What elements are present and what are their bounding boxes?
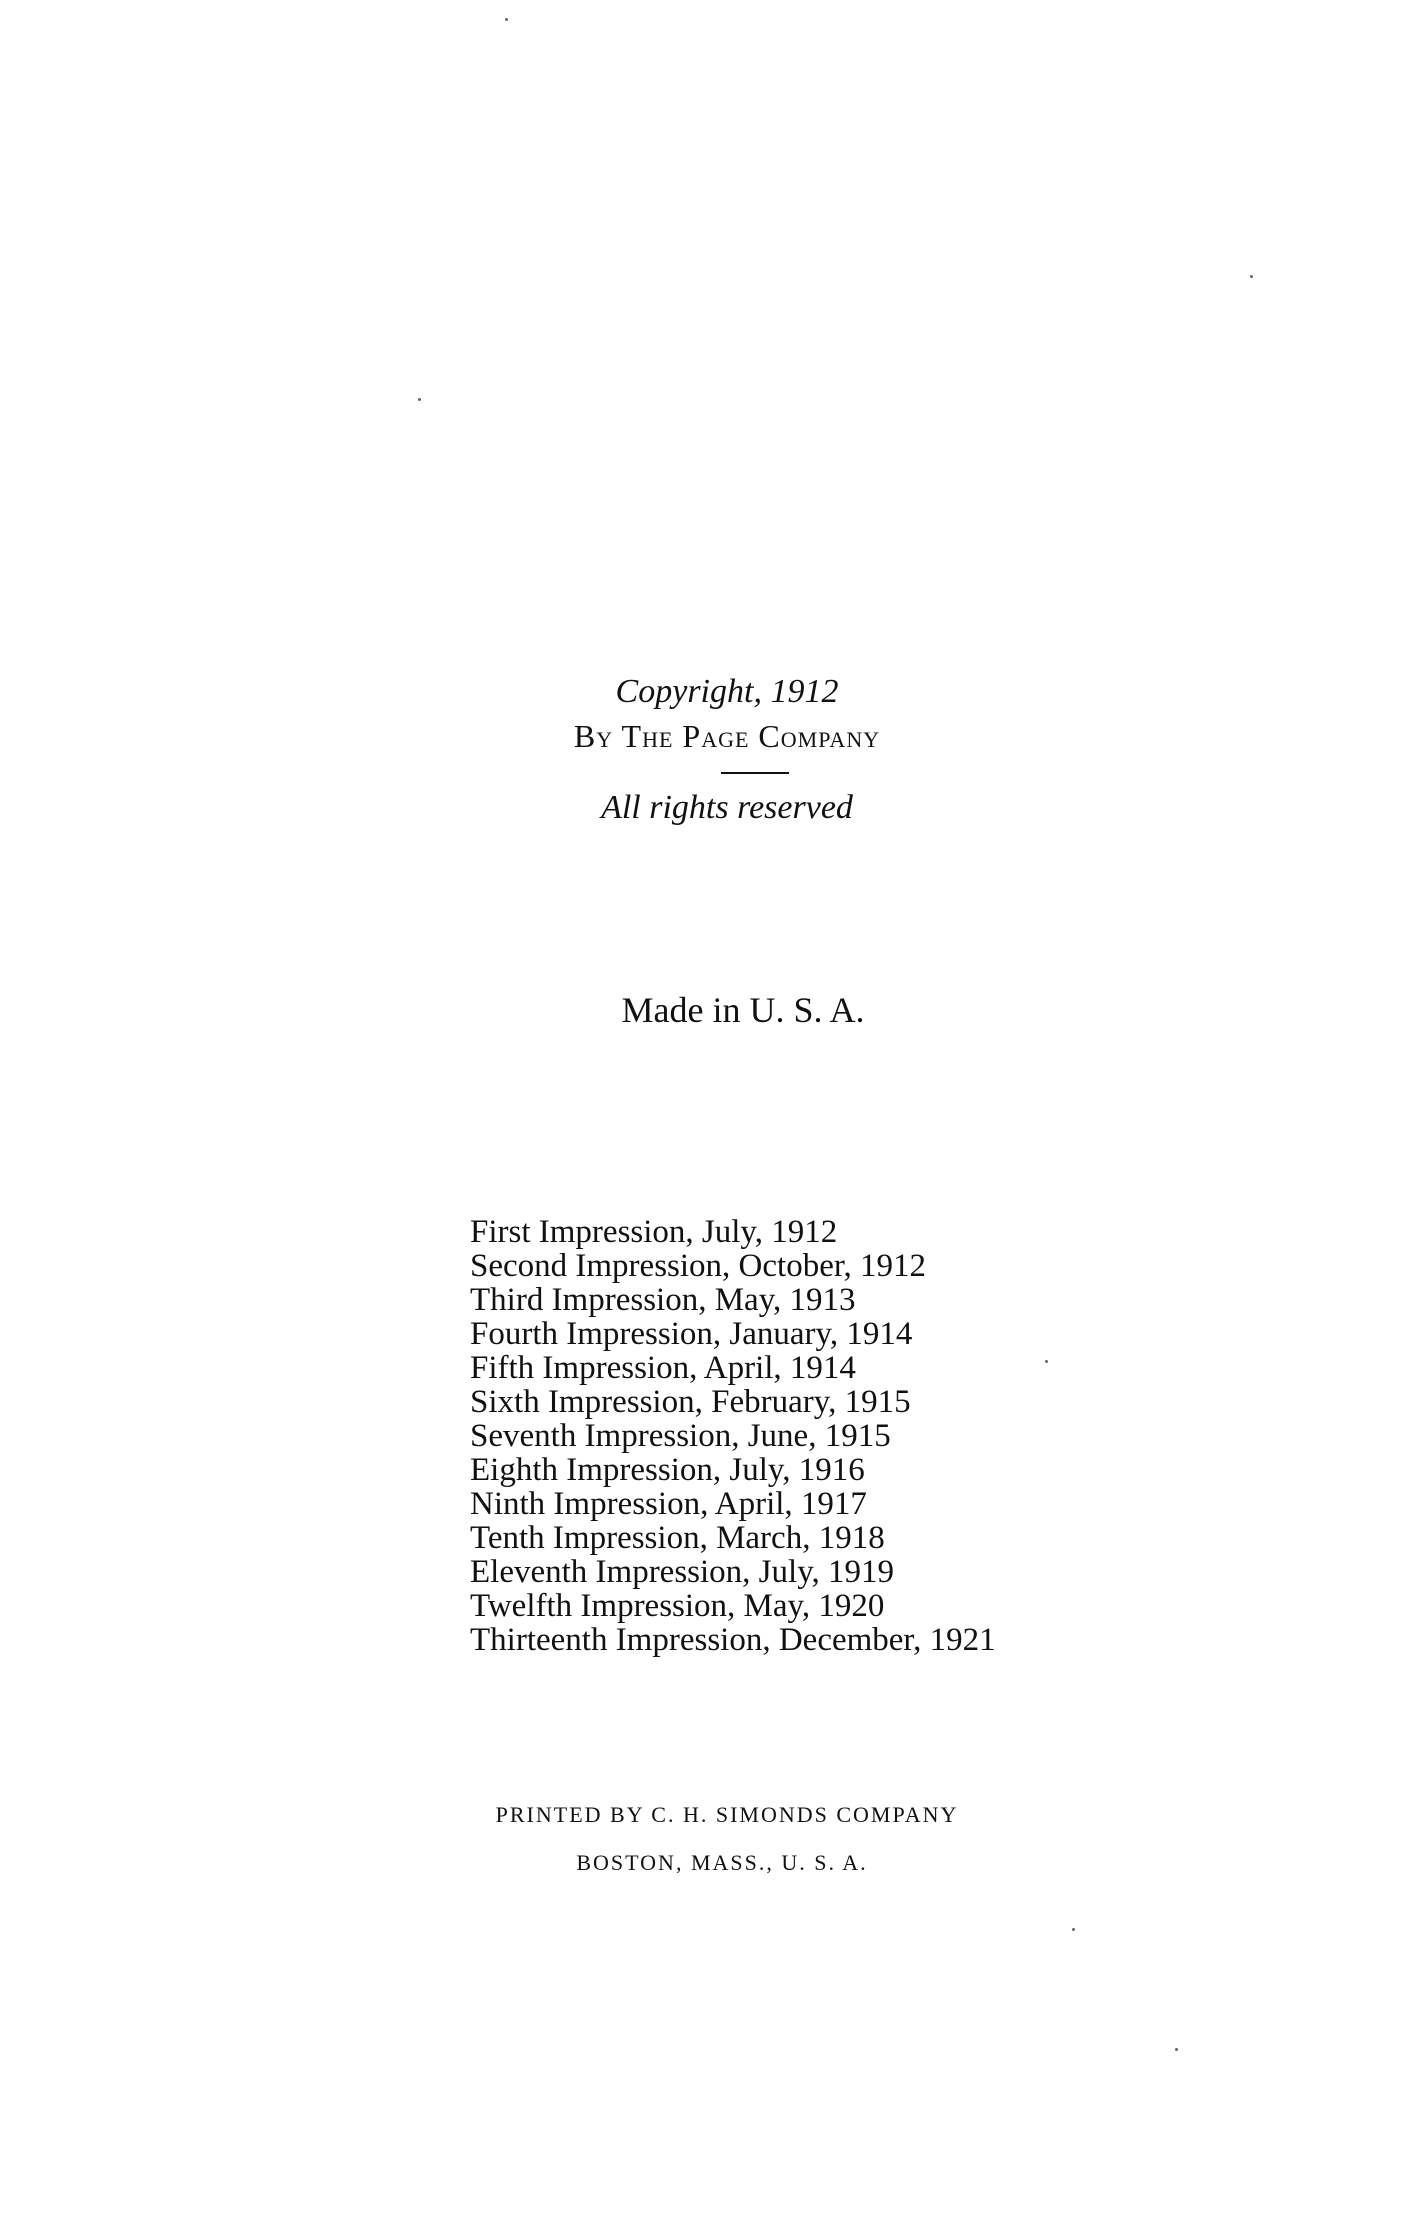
impression-item: Fourth Impression, January, 1914 <box>470 1316 913 1352</box>
scan-speck <box>418 398 421 401</box>
impression-item: Second Impression, October, 1912 <box>470 1248 927 1284</box>
impression-item: Eleventh Impression, July, 1919 <box>470 1554 895 1590</box>
printer-location: BOSTON, MASS., U. S. A. <box>576 1850 868 1875</box>
impression-item: Third Impression, May, 1913 <box>470 1282 856 1318</box>
scan-speck <box>1072 1928 1075 1931</box>
publisher-line <box>40 714 1414 758</box>
impressions-list <box>470 1215 996 1657</box>
impression-item: Ninth Impression, April, 1917 <box>470 1486 867 1522</box>
scan-speck <box>1045 1360 1048 1363</box>
divider-rule <box>721 772 789 774</box>
made-in-line: Made in U. S. A. <box>621 990 865 1030</box>
scan-speck <box>1175 2048 1178 2051</box>
impression-item: Sixth Impression, February, 1915 <box>470 1384 911 1420</box>
impression-item: Twelfth Impression, May, 1920 <box>470 1588 885 1624</box>
copyright-line: Copyright, 1912 <box>615 673 839 710</box>
impression-item: Thirteenth Impression, December, 1921 <box>470 1622 996 1658</box>
copyright-block <box>0 670 1414 830</box>
publisher-name: By The Page Company <box>573 718 881 754</box>
impression-item: Eighth Impression, July, 1916 <box>470 1452 865 1488</box>
printer-block <box>0 1800 1414 1878</box>
printer-line: PRINTED BY C. H. SIMONDS COMPANY <box>495 1802 959 1827</box>
scan-speck <box>1250 275 1253 278</box>
impression-item: Seventh Impression, June, 1915 <box>470 1418 891 1454</box>
scan-speck <box>505 18 508 21</box>
rights-line: All rights reserved <box>601 789 853 826</box>
impression-item: First Impression, July, 1912 <box>470 1214 838 1250</box>
impression-item: Tenth Impression, March, 1918 <box>470 1520 885 1556</box>
impression-item: Fifth Impression, April, 1914 <box>470 1350 856 1386</box>
